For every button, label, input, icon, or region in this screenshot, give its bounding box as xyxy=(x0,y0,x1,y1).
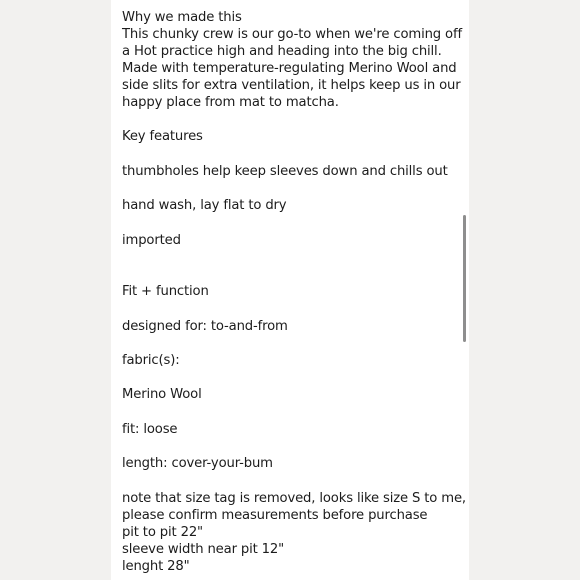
fabric-label: fabric(s): xyxy=(122,352,180,368)
designed-for: designed for: to-and-from xyxy=(122,318,288,334)
measurement-length: lenght 28" xyxy=(122,558,190,574)
why-line: This chunky crew is our go-to when we're coming off xyxy=(122,27,462,42)
description-page xyxy=(111,0,469,580)
note-line: please confirm measurements before purchase xyxy=(122,507,428,523)
key-features-heading: Key features xyxy=(122,129,203,145)
note-line: note that size tag is removed, looks like size S to me, xyxy=(122,490,466,506)
why-line: a Hot practice high and heading into the big chill. xyxy=(122,44,442,59)
fit-heading: Fit + function xyxy=(122,284,209,300)
feature-item: hand wash, lay flat to dry xyxy=(122,198,287,214)
length-detail: length: cover-your-bum xyxy=(122,456,273,472)
measurement-sleeve: sleeve width near pit 12" xyxy=(122,541,285,557)
fit-detail: fit: loose xyxy=(122,421,178,437)
fabric-value: Merino Wool xyxy=(122,387,202,403)
feature-item: imported xyxy=(122,232,181,248)
feature-item: thumbholes help keep sleeves down and chills out xyxy=(122,163,448,179)
why-heading: Why we made this xyxy=(122,10,242,25)
why-line: Made with temperature-regulating Merino Wool and xyxy=(122,61,457,76)
measurement-pit: pit to pit 22" xyxy=(122,524,203,540)
why-line: happy place from mat to matcha. xyxy=(122,95,339,110)
description-text xyxy=(122,9,466,575)
vertical-scrollbar[interactable] xyxy=(463,215,466,342)
why-line: side slits for extra ventilation, it helps keep us in our xyxy=(122,78,461,93)
